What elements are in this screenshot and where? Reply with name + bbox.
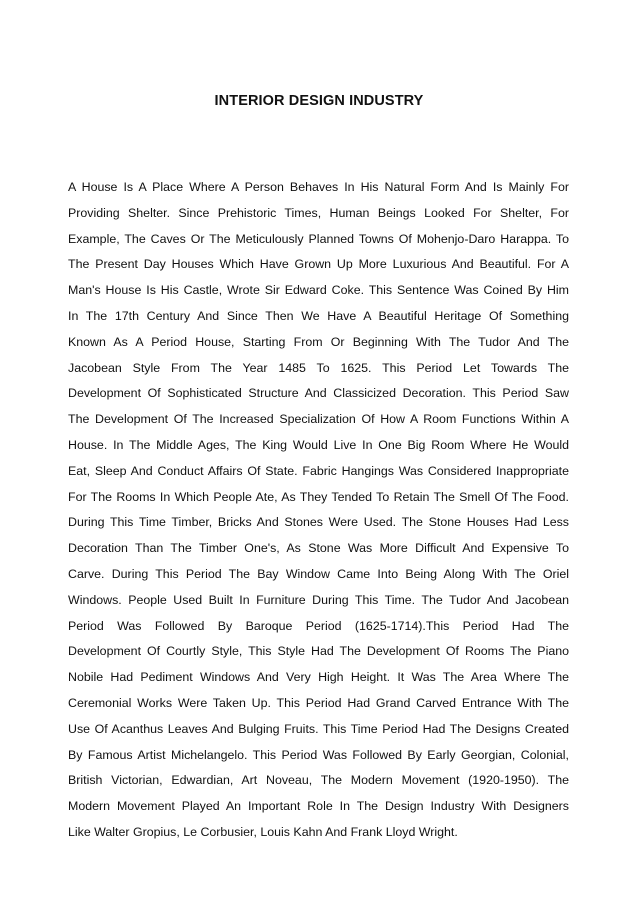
paragraph-line: Period Was Followed By Baroque Period (1625-1714).This Period Had The [68, 618, 569, 633]
paragraph-line: Development Of Courtly Style, This Style Had The Development Of Rooms The Piano [68, 644, 569, 659]
paragraph-line: House. In The Middle Ages, The King Would Live In One Big Room Where He Would [68, 437, 569, 452]
paragraph-line: Man's House Is His Castle, Wrote Sir Edward Coke. This Sentence Was Coined By Him [68, 283, 569, 298]
paragraph-line: Example, The Caves Or The Meticulously Planned Towns Of Mohenjo-Daro Harappa. To [68, 231, 569, 246]
paragraph-line: By Famous Artist Michelangelo. This Period Was Followed By Early Georgian, Colonial, [68, 747, 569, 762]
paragraph-line: Nobile Had Pediment Windows And Very High Height. It Was The Area Where The [68, 670, 569, 685]
paragraph-line: Decoration Than The Timber One's, As Stone Was More Difficult And Expensive To [68, 541, 569, 556]
paragraph-line: The Development Of The Increased Specialization Of How A Room Functions Within A [68, 412, 569, 427]
paragraph-line: During This Time Timber, Bricks And Stones Were Used. The Stone Houses Had Less [68, 515, 569, 530]
paragraph-line: Development Of Sophisticated Structure And Classicized Decoration. This Period Saw [68, 386, 569, 401]
paragraph-line: For The Rooms In Which People Ate, As They Tended To Retain The Smell Of The Food. [68, 489, 569, 504]
paragraph-line: Ceremonial Works Were Taken Up. This Period Had Grand Carved Entrance With The [68, 695, 569, 710]
paragraph-line: Like Walter Gropius, Le Corbusier, Louis Kahn And Frank Lloyd Wright. [68, 824, 458, 839]
paragraph-line: Carve. During This Period The Bay Window Came Into Being Along With The Oriel [68, 566, 569, 581]
paragraph-line: Use Of Acanthus Leaves And Bulging Fruits. This Time Period Had The Designs Created [68, 721, 569, 736]
paragraph-line: British Victorian, Edwardian, Art Noveau, The Modern Movement (1920-1950). The [68, 773, 569, 788]
paragraph-line: Providing Shelter. Since Prehistoric Times, Human Beings Looked For Shelter, For [68, 205, 569, 220]
paragraph-line: In The 17th Century And Since Then We Have A Beautiful Heritage Of Something [68, 308, 569, 323]
paragraph-line: Jacobean Style From The Year 1485 To 1625. This Period Let Towards The [68, 360, 569, 375]
paragraph-line: Modern Movement Played An Important Role In The Design Industry With Designers [68, 799, 569, 814]
paragraph-line: Eat, Sleep And Conduct Affairs Of State. Fabric Hangings Was Considered Inappropriate [68, 463, 569, 478]
page-title: INTERIOR DESIGN INDUSTRY [214, 93, 424, 109]
paragraph-line: Known As A Period House, Starting From Or Beginning With The Tudor And The [68, 334, 569, 349]
body-paragraph [68, 175, 569, 846]
paragraph-line: Windows. People Used Built In Furniture During This Time. The Tudor And Jacobean [68, 592, 569, 607]
paragraph-line: A House Is A Place Where A Person Behaves In His Natural Form And Is Mainly For [68, 180, 569, 194]
paragraph-line: The Present Day Houses Which Have Grown Up More Luxurious And Beautiful. For A [68, 257, 569, 272]
